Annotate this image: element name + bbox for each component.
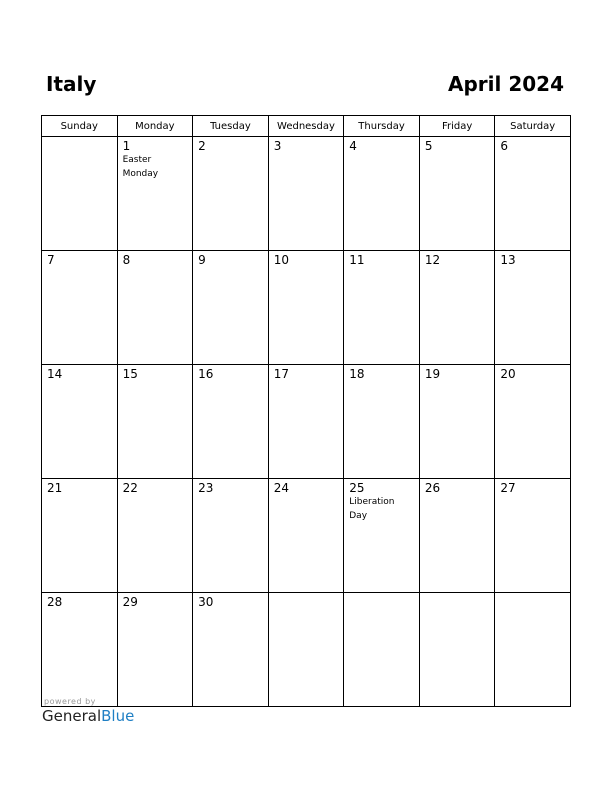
weekday-header: Wednesday <box>268 116 344 137</box>
day-number: 14 <box>47 367 63 381</box>
day-number: 1 <box>122 139 131 153</box>
day-cell <box>193 479 269 593</box>
day-number: 13 <box>500 253 516 267</box>
day-number: 9 <box>198 253 206 267</box>
day-number: 27 <box>500 481 516 495</box>
day-cell <box>42 593 118 707</box>
day-number: 11 <box>349 253 365 267</box>
day-number: 23 <box>198 481 214 495</box>
day-cell <box>268 137 344 251</box>
day-number: 7 <box>47 253 55 267</box>
day-cell <box>117 479 193 593</box>
day-cell <box>495 365 571 479</box>
day-cell <box>495 251 571 365</box>
weekday-header: Friday <box>419 116 495 137</box>
day-number: 4 <box>349 139 357 153</box>
day-cell <box>42 251 118 365</box>
day-number: 25 <box>349 481 365 495</box>
day-cell <box>344 365 420 479</box>
week-row <box>42 365 571 479</box>
day-cell <box>42 479 118 593</box>
brand-name-general: General <box>42 707 102 725</box>
day-cell <box>193 593 269 707</box>
day-cell <box>344 479 420 593</box>
day-cell <box>419 251 495 365</box>
day-number: 5 <box>424 139 433 153</box>
weekday-header: Saturday <box>495 116 571 137</box>
weekday-header: Sunday <box>42 116 118 137</box>
day-cell <box>419 479 495 593</box>
day-number: 12 <box>424 253 441 267</box>
day-number: 19 <box>424 367 441 381</box>
day-cell <box>495 479 571 593</box>
brand-name-blue: Blue <box>101 707 135 725</box>
day-number: 21 <box>47 481 63 495</box>
day-number: 20 <box>500 367 516 381</box>
day-number: 26 <box>424 481 441 495</box>
day-cell <box>117 137 193 251</box>
weekday-header-row <box>42 116 571 137</box>
day-number: 18 <box>349 367 365 381</box>
day-cell <box>419 593 495 707</box>
day-number: 30 <box>198 595 214 609</box>
day-cell <box>193 137 269 251</box>
day-cell <box>268 251 344 365</box>
day-number: 28 <box>47 595 63 609</box>
day-number: 2 <box>198 139 206 153</box>
day-cell <box>117 365 193 479</box>
weekday-header: Thursday <box>344 116 420 137</box>
day-number: 8 <box>122 253 131 267</box>
week-row <box>42 137 571 251</box>
powered-by-label: powered by <box>44 697 96 706</box>
weekday-header: Monday <box>117 116 193 137</box>
day-cell <box>419 365 495 479</box>
week-row <box>42 251 571 365</box>
day-number: 17 <box>273 367 289 381</box>
day-number: 22 <box>122 481 138 495</box>
day-number: 24 <box>273 481 289 495</box>
day-cell <box>344 593 420 707</box>
week-row <box>42 479 571 593</box>
day-cell <box>495 593 571 707</box>
holiday-label: Liberation Day <box>349 497 395 521</box>
day-cell <box>193 251 269 365</box>
day-cell <box>117 593 193 707</box>
day-cell <box>419 137 495 251</box>
day-number: 6 <box>500 139 509 153</box>
day-cell <box>42 365 118 479</box>
day-number: 3 <box>273 139 282 153</box>
weekday-header: Tuesday <box>193 116 269 137</box>
day-cell <box>344 137 420 251</box>
country-title: Italy <box>46 72 97 96</box>
day-cell <box>117 251 193 365</box>
day-cell <box>268 479 344 593</box>
day-number: 15 <box>122 367 138 381</box>
holiday-label: Easter Monday <box>122 155 159 179</box>
day-cell <box>268 593 344 707</box>
day-cell <box>268 365 344 479</box>
day-cell <box>344 251 420 365</box>
week-row <box>42 593 571 707</box>
day-number: 10 <box>273 253 289 267</box>
day-cell <box>42 137 118 251</box>
brand-name <box>42 707 134 725</box>
day-number: 29 <box>122 595 138 609</box>
day-cell <box>193 365 269 479</box>
day-cell <box>495 137 571 251</box>
month-year-title: April 2024 <box>448 72 564 96</box>
generalblue-logo <box>42 697 134 725</box>
day-number: 16 <box>198 367 214 381</box>
calendar-grid <box>41 115 571 707</box>
